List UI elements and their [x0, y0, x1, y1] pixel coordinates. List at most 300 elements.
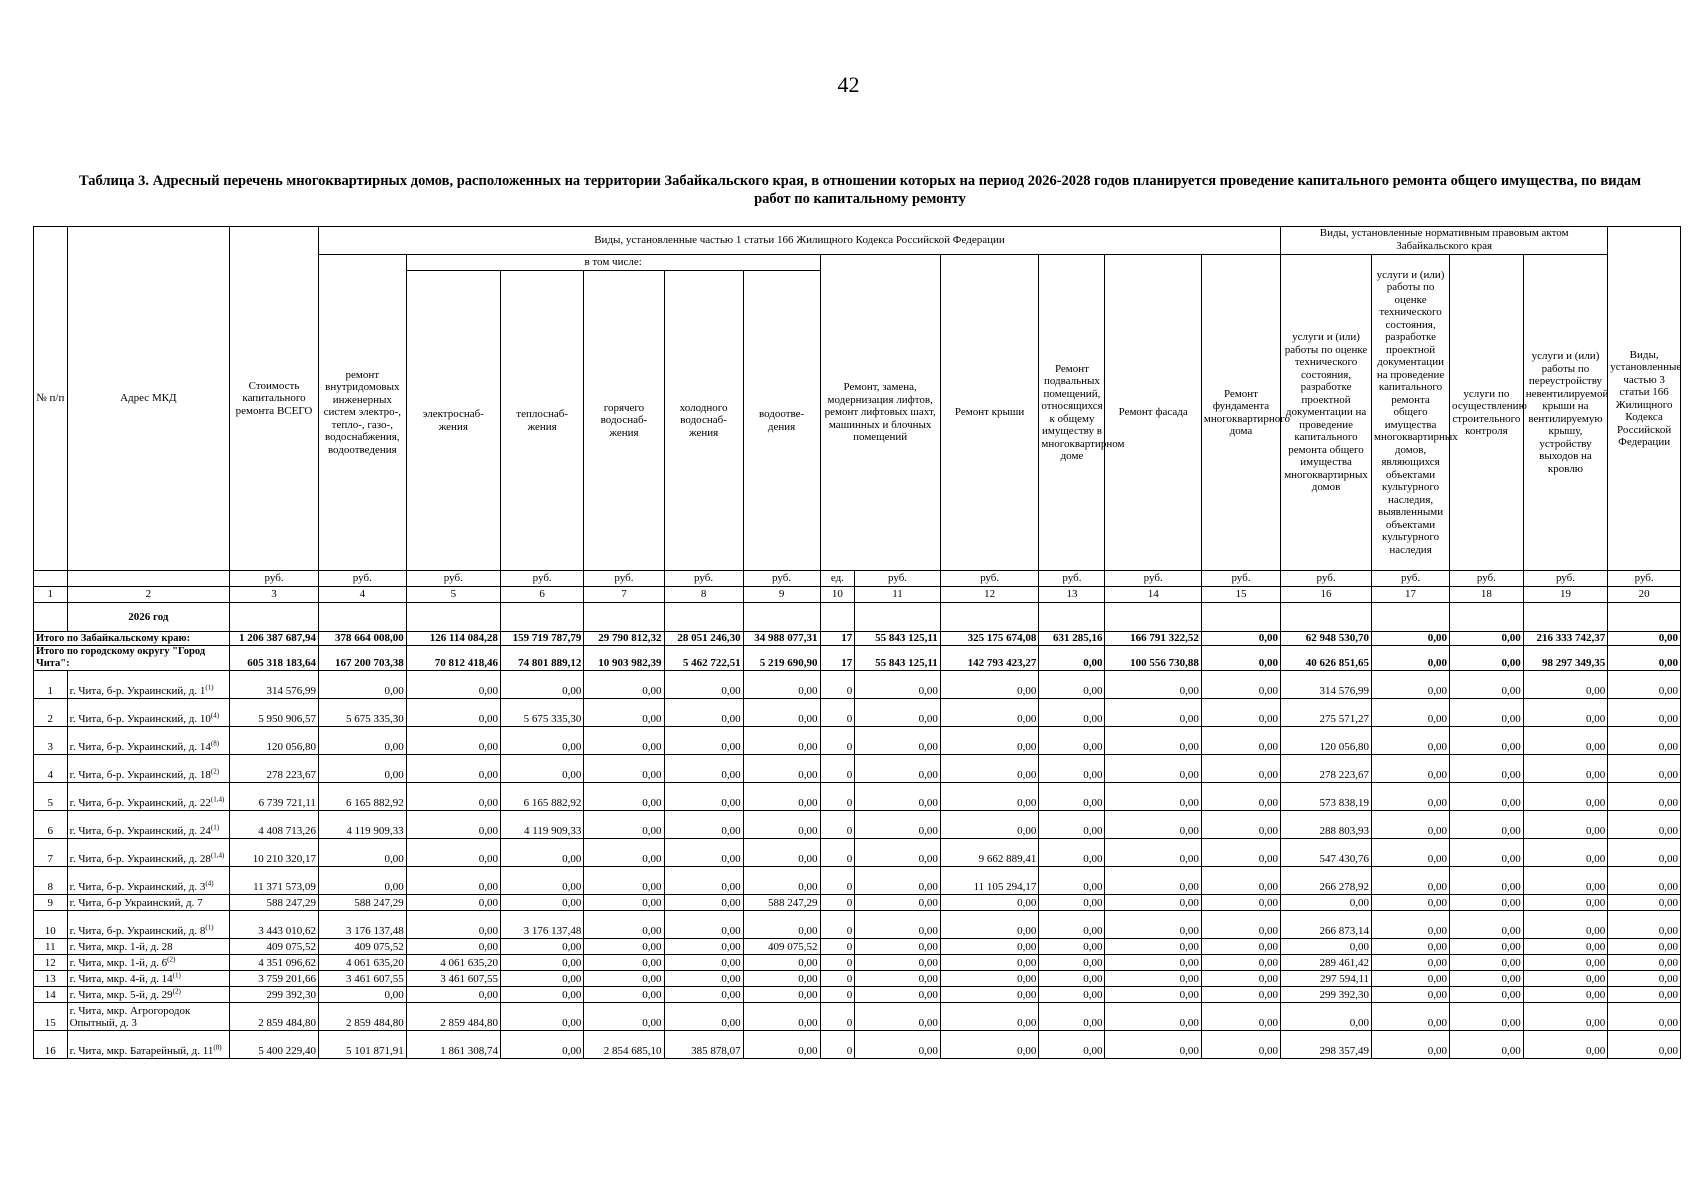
- address-text: г. Чита, б-р. Украинский, д. 10: [69, 713, 211, 725]
- column-number-cell: 2: [67, 587, 230, 603]
- row-value-cell: 0,00: [1372, 726, 1450, 754]
- row-address: [67, 910, 230, 938]
- row-value-cell: 4 119 909,33: [500, 810, 583, 838]
- row-value-cell: 0,00: [1201, 838, 1280, 866]
- row-value-cell: 297 594,11: [1281, 970, 1372, 986]
- row-value-cell: 0,00: [1105, 894, 1201, 910]
- row-value-cell: 0,00: [940, 1002, 1039, 1030]
- header-foundation: Ремонт фундамента многоквартирного дома: [1201, 255, 1280, 571]
- row-value-cell: 0,00: [406, 910, 500, 938]
- total-value-cell: 0,00: [1450, 645, 1524, 670]
- column-number-cell: 4: [318, 587, 406, 603]
- row-value-cell: 0,00: [1201, 986, 1280, 1002]
- row-value-cell: 299 392,30: [230, 986, 319, 1002]
- row-address: [67, 726, 230, 754]
- row-value-cell: 0,00: [500, 754, 583, 782]
- row-value-cell: 0,00: [940, 910, 1039, 938]
- header-facade: Ремонт фасада: [1105, 255, 1201, 571]
- row-value-cell: 5 675 335,30: [500, 698, 583, 726]
- unit-cell: руб.: [318, 571, 406, 587]
- row-address: [67, 838, 230, 866]
- row-value-cell: 0,00: [584, 810, 664, 838]
- row-value-cell: 0,00: [855, 894, 941, 910]
- row-value-cell: 0,00: [855, 938, 941, 954]
- row-value-cell: 2 854 685,10: [584, 1030, 664, 1058]
- row-value-cell: 0,00: [1372, 754, 1450, 782]
- row-value-cell: 120 056,80: [1281, 726, 1372, 754]
- row-value-cell: 0,00: [1372, 970, 1450, 986]
- row-value-cell: 0,00: [1201, 670, 1280, 698]
- row-value-cell: 0,00: [1450, 838, 1524, 866]
- row-value-cell: 0,00: [664, 1002, 743, 1030]
- table-header: [34, 227, 1681, 603]
- row-value-cell: 0,00: [743, 954, 820, 970]
- row-value-cell: 0,00: [406, 726, 500, 754]
- unit-cell: руб.: [1201, 571, 1280, 587]
- row-value-cell: 0,00: [1372, 954, 1450, 970]
- row-value-cell: 0,00: [1523, 726, 1608, 754]
- row-value-cell: 0,00: [1608, 910, 1681, 938]
- row-address: [67, 1030, 230, 1058]
- row-value-cell: 4 119 909,33: [318, 810, 406, 838]
- address-footnote: (2): [167, 955, 176, 964]
- header-part3: Виды, установленные частью 3 статьи 166 Жилищного Кодекса Российской Федерации: [1608, 227, 1681, 571]
- row-value-cell: 0,00: [1105, 810, 1201, 838]
- unit-cell: руб.: [940, 571, 1039, 587]
- units-row: [34, 571, 1681, 587]
- table-row: [34, 910, 1681, 938]
- row-value-cell: 0,00: [1450, 726, 1524, 754]
- address-text: г. Чита, б-р. Украинский, д. 1: [69, 685, 206, 697]
- row-value-cell: 0,00: [1450, 866, 1524, 894]
- header-basement: Ремонт подвальных помещений, относящихся к общему имуществу в многоквартирном доме: [1039, 255, 1105, 571]
- row-value-cell: 289 461,42: [1281, 954, 1372, 970]
- row-value-cell: 0,00: [855, 782, 941, 810]
- row-value-cell: 0,00: [1608, 698, 1681, 726]
- row-value-cell: 0,00: [318, 754, 406, 782]
- row-value-cell: 0,00: [940, 670, 1039, 698]
- row-value-cell: 0,00: [940, 726, 1039, 754]
- row-value-cell: 0: [820, 754, 855, 782]
- row-value-cell: 0,00: [743, 1030, 820, 1058]
- row-value-cell: 9 662 889,41: [940, 838, 1039, 866]
- row-value-cell: 0,00: [1372, 986, 1450, 1002]
- row-value-cell: 0,00: [1608, 726, 1681, 754]
- row-value-cell: 0,00: [1372, 782, 1450, 810]
- row-value-cell: 0,00: [855, 754, 941, 782]
- address-footnote: (1): [172, 971, 181, 980]
- row-value-cell: 0,00: [318, 726, 406, 754]
- column-number-cell: 3: [230, 587, 319, 603]
- page-number: 42: [837, 72, 860, 97]
- address-footnote: (4): [210, 711, 220, 720]
- header-heritage: услуги и (или) работы по оценке технического состояния, разработке проектной документации на проведение капитального ремонта общего имущества многоквартирных домов, являющихся объектами культурного наследия, выявленными объектами культурного наследия: [1372, 255, 1450, 571]
- row-value-cell: 0,00: [406, 986, 500, 1002]
- unit-cell: руб.: [855, 571, 941, 587]
- row-value-cell: 0,00: [743, 698, 820, 726]
- row-value-cell: 0,00: [1201, 810, 1280, 838]
- row-value-cell: 0,00: [743, 1002, 820, 1030]
- row-value-cell: 0,00: [1523, 838, 1608, 866]
- row-value-cell: 5 675 335,30: [318, 698, 406, 726]
- row-address: [67, 954, 230, 970]
- address-text: г. Чита, б-р. Украинский, д. 18: [69, 769, 211, 781]
- row-value-cell: 0,00: [664, 810, 743, 838]
- row-value-cell: 0,00: [664, 698, 743, 726]
- row-value-cell: 0,00: [584, 726, 664, 754]
- row-value-cell: 0: [820, 970, 855, 986]
- column-number-cell: 16: [1281, 587, 1372, 603]
- row-value-cell: 299 392,30: [1281, 986, 1372, 1002]
- row-address: [67, 670, 230, 698]
- address-footnote: (2): [172, 987, 181, 996]
- address-text: г. Чита, б-р. Украинский, д. 22: [69, 797, 211, 809]
- row-value-cell: 0,00: [1450, 670, 1524, 698]
- row-value-cell: 0,00: [743, 810, 820, 838]
- unit-cell: руб.: [406, 571, 500, 587]
- row-value-cell: 0,00: [406, 698, 500, 726]
- row-value-cell: 0,00: [1608, 970, 1681, 986]
- row-value-cell: 0,00: [1450, 986, 1524, 1002]
- row-value-cell: 0,00: [743, 866, 820, 894]
- row-value-cell: 0,00: [584, 698, 664, 726]
- row-value-cell: 0,00: [664, 782, 743, 810]
- row-value-cell: 0,00: [500, 938, 583, 954]
- unit-cell: руб.: [230, 571, 319, 587]
- header-total-cost: Стоимость капитального ремонта ВСЕГО: [230, 227, 319, 571]
- row-value-cell: 0,00: [1201, 970, 1280, 986]
- column-number-cell: 10: [820, 587, 855, 603]
- address-text: г. Чита, мкр. 1-й, д. 28: [69, 941, 173, 953]
- row-value-cell: 0,00: [318, 670, 406, 698]
- row-value-cell: 0,00: [500, 670, 583, 698]
- unit-cell: руб.: [500, 571, 583, 587]
- row-value-cell: 0,00: [1039, 810, 1105, 838]
- header-tech-assessment: услуги и (или) работы по оценке технического состояния, разработке проектной документации на проведение капитального ремонта общего имущества многоквартирных домов: [1281, 255, 1372, 571]
- row-value-cell: 0,00: [1450, 938, 1524, 954]
- unit-cell: руб.: [1105, 571, 1201, 587]
- row-value-cell: 0,00: [1450, 754, 1524, 782]
- total-value-cell: 5 462 722,51: [664, 645, 743, 670]
- row-value-cell: 0,00: [584, 670, 664, 698]
- row-value-cell: 588 247,29: [743, 894, 820, 910]
- row-value-cell: 0,00: [1372, 938, 1450, 954]
- row-value-cell: 120 056,80: [230, 726, 319, 754]
- row-value-cell: 0,00: [940, 782, 1039, 810]
- row-number: 7: [34, 838, 68, 866]
- row-value-cell: 0,00: [940, 894, 1039, 910]
- row-value-cell: 0,00: [1201, 866, 1280, 894]
- row-value-cell: 0,00: [1039, 1002, 1105, 1030]
- table-row: [34, 670, 1681, 698]
- row-number: 6: [34, 810, 68, 838]
- row-value-cell: 0,00: [584, 838, 664, 866]
- table-row: [34, 838, 1681, 866]
- total-value-cell: 1 206 387 687,94: [230, 632, 319, 646]
- unit-cell: руб.: [743, 571, 820, 587]
- row-value-cell: 0,00: [584, 754, 664, 782]
- row-address: [67, 698, 230, 726]
- total-value-cell: 0,00: [1608, 645, 1681, 670]
- row-value-cell: 4 061 635,20: [406, 954, 500, 970]
- row-value-cell: 4 061 635,20: [318, 954, 406, 970]
- row-number: 13: [34, 970, 68, 986]
- total-value-cell: 0,00: [1372, 645, 1450, 670]
- unit-cell: руб.: [1608, 571, 1681, 587]
- address-footnote: (1,4): [210, 795, 225, 804]
- row-value-cell: 5 101 871,91: [318, 1030, 406, 1058]
- total-value-cell: 325 175 674,08: [940, 632, 1039, 646]
- table-row: [34, 698, 1681, 726]
- total-value-cell: 100 556 730,88: [1105, 645, 1201, 670]
- row-value-cell: 0,00: [1281, 1002, 1372, 1030]
- row-value-cell: 3 461 607,55: [318, 970, 406, 986]
- year-row: [34, 603, 1681, 632]
- row-value-cell: 11 371 573,09: [230, 866, 319, 894]
- row-value-cell: 0,00: [318, 986, 406, 1002]
- row-value-cell: 0,00: [1450, 970, 1524, 986]
- row-address: [67, 866, 230, 894]
- row-value-cell: 3 176 137,48: [318, 910, 406, 938]
- row-value-cell: 0,00: [584, 986, 664, 1002]
- row-number: 15: [34, 1002, 68, 1030]
- column-number-cell: 14: [1105, 587, 1201, 603]
- total-value-cell: 0,00: [1450, 632, 1524, 646]
- row-value-cell: 0,00: [743, 670, 820, 698]
- row-value-cell: 0,00: [1039, 986, 1105, 1002]
- row-address: [67, 754, 230, 782]
- row-value-cell: 0,00: [500, 894, 583, 910]
- row-value-cell: 0,00: [1523, 954, 1608, 970]
- row-value-cell: 0,00: [940, 986, 1039, 1002]
- row-value-cell: 0,00: [1608, 1002, 1681, 1030]
- row-value-cell: 0,00: [584, 954, 664, 970]
- row-value-cell: 0,00: [1608, 670, 1681, 698]
- unit-cell: руб.: [1372, 571, 1450, 587]
- row-value-cell: 0,00: [500, 970, 583, 986]
- row-value-cell: 0: [820, 810, 855, 838]
- row-value-cell: 0,00: [1201, 910, 1280, 938]
- row-value-cell: 6 165 882,92: [500, 782, 583, 810]
- total-value-cell: 70 812 418,46: [406, 645, 500, 670]
- row-value-cell: 0,00: [1450, 954, 1524, 970]
- row-value-cell: 0,00: [1105, 782, 1201, 810]
- row-value-cell: 0,00: [406, 670, 500, 698]
- row-value-cell: 409 075,52: [743, 938, 820, 954]
- column-number-cell: 12: [940, 587, 1039, 603]
- row-value-cell: 0,00: [664, 954, 743, 970]
- row-value-cell: 0,00: [855, 670, 941, 698]
- header-sewage: водоотве-дения: [743, 271, 820, 571]
- row-value-cell: 0,00: [406, 894, 500, 910]
- address-footnote: (1,4): [210, 851, 225, 860]
- total-value-cell: 55 843 125,11: [855, 632, 941, 646]
- column-number-cell: 11: [855, 587, 941, 603]
- row-value-cell: 0: [820, 866, 855, 894]
- table-row: [34, 782, 1681, 810]
- row-value-cell: 0,00: [664, 938, 743, 954]
- row-value-cell: 0,00: [1105, 726, 1201, 754]
- row-value-cell: 0,00: [1523, 970, 1608, 986]
- total-value-cell: 55 843 125,11: [855, 645, 941, 670]
- row-value-cell: 0,00: [1105, 910, 1201, 938]
- total-value-cell: 74 801 889,12: [500, 645, 583, 670]
- row-number: 11: [34, 938, 68, 954]
- row-value-cell: 5 400 229,40: [230, 1030, 319, 1058]
- address-text: г. Чита, б-р. Украинский, д. 28: [69, 853, 211, 865]
- row-value-cell: 0: [820, 986, 855, 1002]
- row-value-cell: 0,00: [743, 910, 820, 938]
- header-num: № п/п: [34, 227, 68, 571]
- row-value-cell: 0,00: [500, 1002, 583, 1030]
- row-value-cell: 0,00: [1039, 866, 1105, 894]
- row-value-cell: 0,00: [500, 726, 583, 754]
- row-value-cell: 0,00: [940, 698, 1039, 726]
- header-roof-conversion: услуги и (или) работы по переустройству невентилируемой крыши на вентилируемую крышу, устройству выходов на кровлю: [1523, 255, 1608, 571]
- row-value-cell: 0,00: [1039, 698, 1105, 726]
- row-value-cell: 0,00: [1039, 754, 1105, 782]
- row-value-cell: 0,00: [940, 754, 1039, 782]
- row-value-cell: 0,00: [664, 670, 743, 698]
- row-value-cell: 0: [820, 838, 855, 866]
- row-value-cell: 0,00: [1201, 1002, 1280, 1030]
- row-value-cell: 0,00: [1450, 1002, 1524, 1030]
- total-row: [34, 645, 1681, 670]
- row-value-cell: 0,00: [855, 1030, 941, 1058]
- address-text: г. Чита, б-р. Украинский, д. 14: [69, 741, 211, 753]
- row-value-cell: 0,00: [1608, 894, 1681, 910]
- row-value-cell: 0,00: [584, 970, 664, 986]
- row-value-cell: 0,00: [664, 894, 743, 910]
- row-value-cell: 0: [820, 670, 855, 698]
- row-value-cell: 0,00: [1201, 938, 1280, 954]
- address-text: г. Чита, б-р Украинский, д. 7: [69, 897, 203, 909]
- address-text: г. Чита, б-р. Украинский, д. 24: [69, 825, 211, 837]
- header-group-regional: Виды, установленные нормативным правовым актом Забайкальского края: [1281, 227, 1608, 255]
- row-value-cell: 314 576,99: [1281, 670, 1372, 698]
- row-value-cell: 0,00: [1039, 838, 1105, 866]
- row-value-cell: 409 075,52: [230, 938, 319, 954]
- row-number: 16: [34, 1030, 68, 1058]
- row-value-cell: 0,00: [1523, 1002, 1608, 1030]
- row-value-cell: 0,00: [1039, 1030, 1105, 1058]
- row-value-cell: 0: [820, 1030, 855, 1058]
- row-value-cell: 0,00: [406, 754, 500, 782]
- row-value-cell: 0,00: [500, 838, 583, 866]
- table-row: [34, 894, 1681, 910]
- row-value-cell: 0,00: [664, 986, 743, 1002]
- total-label: Итого по городскому округу "Город Чита":: [34, 645, 230, 670]
- table-body: [34, 603, 1681, 1059]
- row-value-cell: 0,00: [1105, 670, 1201, 698]
- row-value-cell: 4 351 096,62: [230, 954, 319, 970]
- row-value-cell: 0,00: [584, 938, 664, 954]
- row-value-cell: 0,00: [1201, 782, 1280, 810]
- header-heating: теплоснаб-жения: [500, 271, 583, 571]
- row-value-cell: 266 873,14: [1281, 910, 1372, 938]
- column-number-cell: 7: [584, 587, 664, 603]
- row-value-cell: 3 443 010,62: [230, 910, 319, 938]
- row-value-cell: 0,00: [855, 970, 941, 986]
- row-value-cell: 0,00: [1372, 910, 1450, 938]
- header-address: Адрес МКД: [67, 227, 230, 571]
- unit-cell: руб.: [1281, 571, 1372, 587]
- table-row: [34, 810, 1681, 838]
- row-value-cell: 0,00: [1523, 866, 1608, 894]
- unit-cell: руб.: [664, 571, 743, 587]
- row-value-cell: 0,00: [584, 782, 664, 810]
- row-value-cell: 0,00: [940, 954, 1039, 970]
- row-value-cell: 0,00: [1523, 1030, 1608, 1058]
- row-value-cell: 0,00: [1608, 1030, 1681, 1058]
- capital-repair-table: [33, 226, 1681, 1059]
- row-value-cell: 288 803,93: [1281, 810, 1372, 838]
- row-number: 3: [34, 726, 68, 754]
- row-value-cell: 0,00: [1450, 810, 1524, 838]
- row-value-cell: 0,00: [855, 986, 941, 1002]
- row-value-cell: 547 430,76: [1281, 838, 1372, 866]
- row-value-cell: 0,00: [1372, 838, 1450, 866]
- unit-cell: руб.: [1039, 571, 1105, 587]
- year-label: 2026 год: [67, 603, 230, 632]
- address-text: г. Чита, мкр. 5-й, д. 29: [69, 989, 173, 1001]
- table-row: [34, 970, 1681, 986]
- row-value-cell: 0,00: [940, 970, 1039, 986]
- row-value-cell: 0,00: [318, 838, 406, 866]
- column-number-cell: 19: [1523, 587, 1608, 603]
- row-number: 2: [34, 698, 68, 726]
- row-value-cell: 0,00: [1039, 954, 1105, 970]
- row-value-cell: 0,00: [1105, 986, 1201, 1002]
- row-value-cell: 0,00: [500, 954, 583, 970]
- row-value-cell: 0,00: [1608, 810, 1681, 838]
- row-value-cell: 0,00: [1523, 670, 1608, 698]
- column-number-cell: 8: [664, 587, 743, 603]
- table-row: [34, 1030, 1681, 1058]
- row-value-cell: 0,00: [1450, 1030, 1524, 1058]
- row-value-cell: 0,00: [743, 986, 820, 1002]
- row-value-cell: 0,00: [584, 866, 664, 894]
- row-value-cell: 3 461 607,55: [406, 970, 500, 986]
- header-electricity: электроснаб-жения: [406, 271, 500, 571]
- row-value-cell: 0: [820, 726, 855, 754]
- address-footnote: (1): [205, 923, 214, 932]
- column-number-cell: 1: [34, 587, 68, 603]
- row-value-cell: 0,00: [1372, 894, 1450, 910]
- row-value-cell: 2 859 484,80: [230, 1002, 319, 1030]
- row-value-cell: 0,00: [1105, 754, 1201, 782]
- row-number: 5: [34, 782, 68, 810]
- row-value-cell: 0,00: [1105, 954, 1201, 970]
- row-value-cell: 0,00: [1523, 754, 1608, 782]
- row-value-cell: 0,00: [1523, 894, 1608, 910]
- row-value-cell: 3 176 137,48: [500, 910, 583, 938]
- row-value-cell: 0,00: [1201, 954, 1280, 970]
- row-number: 10: [34, 910, 68, 938]
- row-value-cell: 0,00: [1039, 894, 1105, 910]
- row-value-cell: 0,00: [743, 726, 820, 754]
- row-value-cell: 0,00: [1372, 1002, 1450, 1030]
- header-group-166: Виды, установленные частью 1 статьи 166 Жилищного Кодекса Российской Федерации: [318, 227, 1280, 255]
- row-value-cell: 0,00: [1039, 910, 1105, 938]
- row-value-cell: 0,00: [1523, 698, 1608, 726]
- row-number: 14: [34, 986, 68, 1002]
- row-value-cell: 0,00: [664, 866, 743, 894]
- table-row: [34, 1002, 1681, 1030]
- unit-cell: руб.: [1523, 571, 1608, 587]
- row-value-cell: 2 859 484,80: [406, 1002, 500, 1030]
- row-value-cell: 573 838,19: [1281, 782, 1372, 810]
